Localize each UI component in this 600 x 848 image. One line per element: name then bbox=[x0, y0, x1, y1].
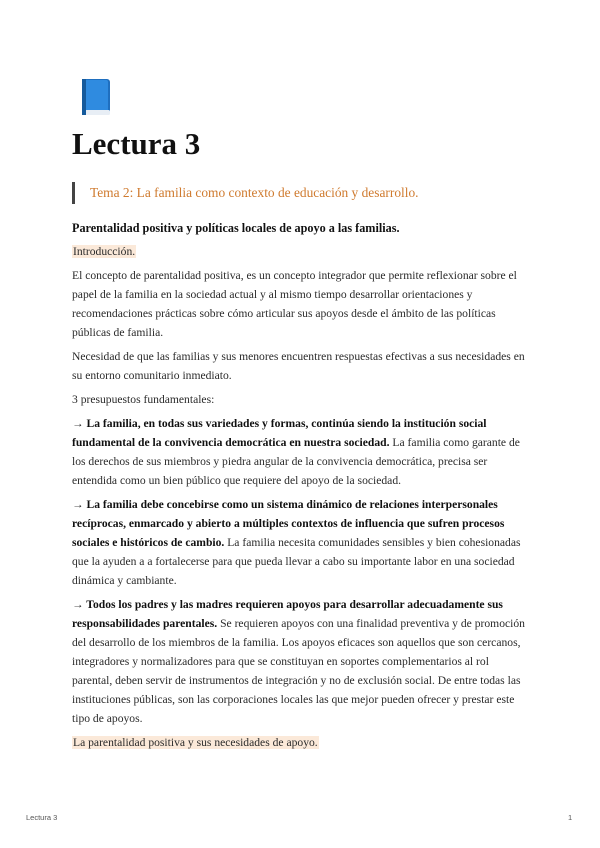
premise-item-3 bbox=[72, 595, 528, 728]
section-title: Parentalidad positiva y políticas locales de apoyo a las familias. bbox=[72, 221, 400, 235]
intro-label: Introducción. bbox=[73, 245, 136, 258]
document-page bbox=[72, 76, 528, 752]
topic-quote-text: Tema 2: La familia como contexto de educación y desarrollo. bbox=[90, 185, 419, 200]
premise-item-1-text: La familia como garante de los derechos de sus miembros y piedra angular de la convivencia democrática, precisa ser entendida como un bien público que requiere del apoyo de la sociedad. bbox=[72, 436, 520, 487]
premise-item-1-bold: → La familia, en todas sus variedades y formas, continúa siendo la institución social fundamental de la convivencia democrática en nuestra sociedad. bbox=[72, 417, 487, 449]
premise-item-2-bold: → La familia debe concebirse como un sistema dinámico de relaciones interpersonales recíprocas, enmarcado y abierto a múltiples contextos de influencia que sufren procesos sociales e históricos de cambio. bbox=[72, 498, 505, 549]
page-title: Lectura 3 bbox=[72, 126, 201, 161]
page-number: 1 bbox=[568, 813, 573, 822]
book-icon bbox=[76, 76, 116, 118]
premise-item-3-text: Se requieren apoyos con una finalidad preventiva y de promoción del desarrollo de los miembros de la familia. Los apoyos eficaces son aquellos que son cercanos, integradores y normalizadores para que se constituyan en soportes complementarios al rol parental, deben servir de instrumentos de integración y no de exclusión social. De entre todas las instituciones públicas, son las corporaciones locales las que mejor pueden ofrecer y prestar este tipo de apoyos. bbox=[72, 617, 525, 725]
footer-title: Lectura 3 bbox=[26, 813, 58, 822]
closing-label: La parentalidad positiva y sus necesidades de apoyo. bbox=[73, 736, 318, 749]
premise-item-3-bold: → Todos los padres y las madres requieren apoyos para desarrollar adecuadamente sus responsabilidades parentales. bbox=[72, 598, 503, 630]
topic-quote bbox=[72, 182, 528, 204]
premise-item-1 bbox=[72, 414, 528, 490]
paragraph-concept: El concepto de parentalidad positiva, es un concepto integrador que permite reflexionar sobre el papel de la familia en la sociedad actual y al mismo tiempo desarrollar orientaciones y recomendaciones prácticas sobre cómo articular sus apoyos desde el ámbito de las políticas públicas de familia. bbox=[72, 269, 517, 339]
paragraph-needs: Necesidad de que las familias y sus menores encuentren respuestas efectivas a sus necesidades en su entorno comunitario inmediato. bbox=[72, 350, 525, 382]
premise-item-2-text: La familia necesita comunidades sensibles y bien cohesionadas que la ayuden a a fortalecerse para que pueda llevar a cabo su importante labor en una sociedad dinámica y cambiante. bbox=[72, 536, 521, 587]
premise-item-2 bbox=[72, 495, 528, 590]
paragraph-premises: 3 presupuestos fundamentales: bbox=[72, 393, 215, 406]
